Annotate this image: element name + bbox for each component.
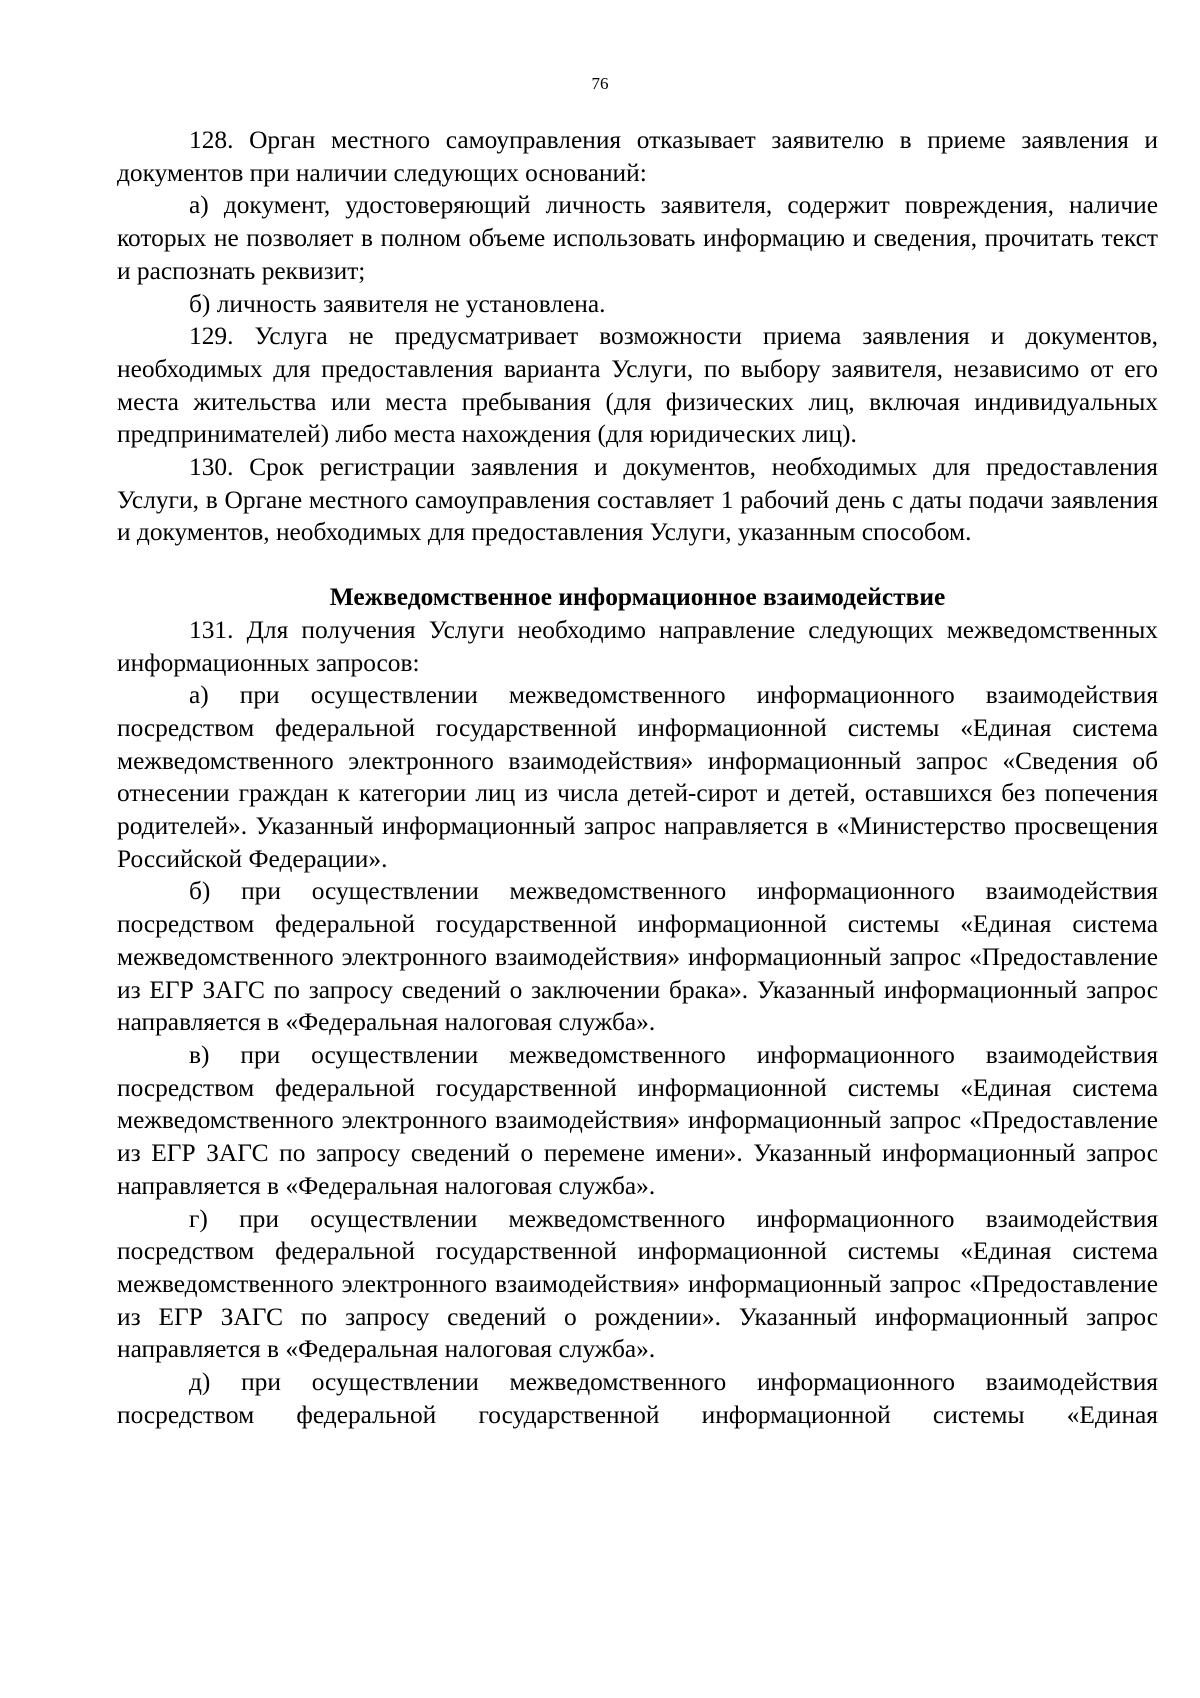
paragraph-128-item-b: б) личность заявителя не установлена. (189, 289, 606, 318)
paragraph-131-item-v: в) при осуществлении межведомственного информационного взаимодействия посредством федеральной государственной информационной системы «Единая система межведомственного электронного взаимодействия» информационный запрос «Предоставление из ЕГР ЗАГС по запросу сведений о перемене имени». Указанный информационный запрос направляется в «Федеральная налоговая служба». (117, 1040, 1158, 1200)
paragraph-131: 131. Для получения Услуги необходимо направление следующих межведомственных информационных запросов: (117, 615, 1158, 677)
paragraph-131-item-b: б) при осуществлении межведомственного информационного взаимодействия посредством федеральной государственной информационной системы «Единая система межведомственного электронного взаимодействия» информационный запрос «Предоставление из ЕГР ЗАГС по запросу сведений о заключении брака». Указанный информационный запрос направляется в «Федеральная налоговая служба». (117, 877, 1158, 1037)
paragraph-128: 128. Орган местного самоуправления отказывает заявителю в приеме заявления и документов при наличии следующих оснований: (117, 126, 1158, 187)
document-body (117, 124, 1158, 1431)
page-number: 76 (591, 74, 609, 93)
paragraph-128-item-a: а) документ, удостоверяющий личность заявителя, содержит повреждения, наличие которых не позволяет в полном объеме использовать информацию и сведения, прочитать текст и распознать реквизит; (117, 191, 1158, 285)
paragraph-130: 130. Срок регистрации заявления и документов, необходимых для предоставления Услуги, в Органе местного самоуправления составляет 1 рабочий день с даты подачи заявления и документов, необходимых для предоставления Услуги, указанным способом. (117, 453, 1158, 547)
paragraph-129: 129. Услуга не предусматривает возможности приема заявления и документов, необходимых для предоставления варианта Услуги, по выбору заявителя, независимо от его места жительства или места пребывания (для физических лиц, включая индивидуальных предпринимателей) либо места нахождения (для юридических лиц). (117, 322, 1158, 449)
section-heading: Межведомственное информационное взаимодействие (329, 583, 946, 612)
paragraph-131-item-d: д) при осуществлении межведомственного информационного взаимодействия посредством федеральной государственной информационной системы «Единая (117, 1368, 1158, 1429)
paragraph-131-item-g: г) при осуществлении межведомственного информационного взаимодействия посредством федеральной государственной информационной системы «Единая система межведомственного электронного взаимодействия» информационный запрос «Предоставление из ЕГР ЗАГС по запросу сведений о рождении». Указанный информационный запрос направляется в «Федеральная налоговая служба». (117, 1204, 1158, 1364)
paragraph-131-item-a: а) при осуществлении межведомственного информационного взаимодействия посредством федеральной государственной информационной системы «Единая система межведомственного электронного взаимодействия» информационный запрос «Сведения об отнесении граждан к категории лиц из числа детей-сирот и детей, оставшихся без попечения родителей». Указанный информационный запрос направляется в «Министерство просвещения Российской Федерации». (117, 681, 1158, 873)
